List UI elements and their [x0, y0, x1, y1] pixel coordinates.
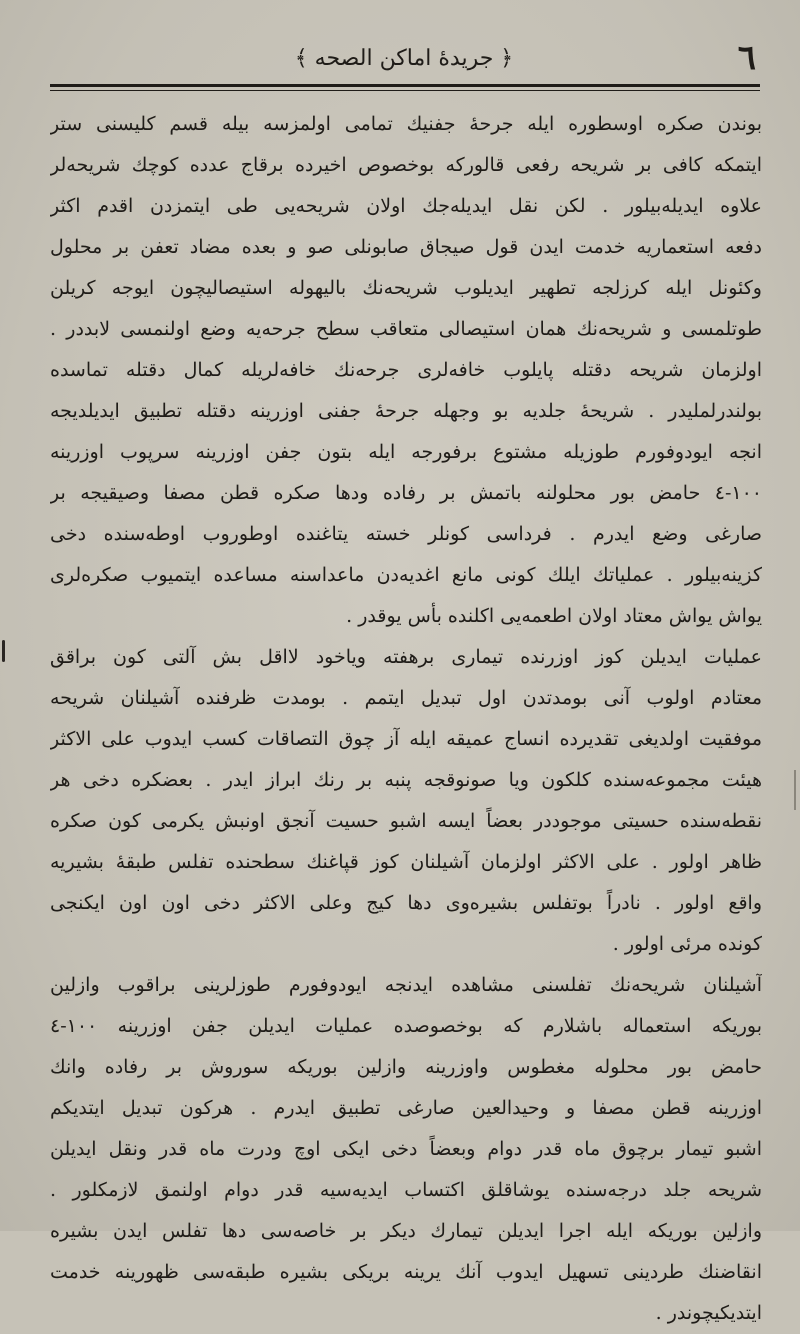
text-line: اولزمان شريحه دقتله پايلوب خافه‌لرى جرحه‌نك خافه‌لريله كمال دقتله تماسده [50, 359, 762, 381]
running-title: ﴿ جريدهٔ اماكن الصحه ﴾ [294, 46, 514, 71]
text-line: دفعه استعماريه خدمت ايدن قول صيجاق صابونلى صو و بعده مضاد تعفن بر محلول [50, 236, 762, 258]
text-line: هيئت مجموعه‌سنده كلكون ويا صونوقجه پنبه بر رنك ابراز ايدر . بعضكره دخى هر [50, 769, 762, 791]
text-line: كونده مرئى اولور . [612, 933, 762, 955]
text-line: بوريكه استعماله باشلارم كه بوخصوصده عمليات ايديلن جفن اوزرينه ١٠٠-٤ [50, 1015, 762, 1037]
text-line: موفقيت اولديغى تقديرده انساج عميقه ايله آز چوق التصاقات كسب ايدوب على الاكثر [50, 728, 762, 750]
text-line: انقاضنك طردينى تسهيل ايدوب آنك يرينه بريكى بشيره طبقه‌سى ظهورينه خدمت [50, 1261, 762, 1283]
text-line: ايتمكه كافى بر شريحه رفعى قالوركه بوخصوص اخيرده برقاج عدده كوچك شريحه‌لر [50, 154, 762, 176]
text-line: بولندرلمليدر . شريحهٔ جلديه بو وجهله جرحهٔ جفنى اوزرينه دقتله تطبيق ايديلديجه [50, 400, 762, 422]
text-line: انجه ايودوفورم طوزيله مشتوع برفورجه ايله بتون جفن اوزرينه سرپوب اوزرينه [50, 441, 762, 463]
margin-fold-mark [794, 770, 796, 810]
text-line: صارغى وضع ايدرم . فرداسى كونلر خسته يتاغنده اوطوروب اوطه‌سنده دخى [50, 523, 762, 545]
text-line: وكئونل ايله كرزلجه تطهير ايديلوب شريحه‌نك باليهوله استيصاليچون ايوجه كريلن [50, 277, 762, 299]
body-text [50, 104, 762, 1334]
paragraph [50, 637, 762, 965]
text-line: واقع اولور . نادراً بوتفلس بشيره‌وى دها كيج وعلى الاكثر دخى اون اون ايكنجى [50, 892, 762, 914]
text-line: يواش يواش معتاد اولان اطعمه‌يى اكلنده بأس يوقدر . [346, 605, 762, 627]
text-line: اوزرينه قطن مصفا و وحيدالعين صارغى تطبيق ايدرم . هركون تبديل ايتديكم [50, 1097, 762, 1119]
text-line: ١٠٠-٤ حامض بور محلولنه باتمش بر رفاده ودها صكره قطن مصفا وصيقيجه بر [50, 482, 762, 504]
text-line: حامض بور محلوله مغطوس واوزرينه وازلين بوريكه سوروش بر رفاده وانك [50, 1056, 762, 1078]
paragraph [50, 104, 762, 637]
text-line: آشيلنان شريحه‌نك تفلسنى مشاهده ايدنجه ايودوفورم طوزلرينى براقوب وازلين [50, 974, 762, 996]
margin-ink-mark [2, 640, 5, 662]
text-line: نقطه‌سنده حسيتى موجوددر بعضاً ايسه اشبو حسيت آنجق اونبش يكرمى كون صكره [50, 810, 762, 832]
text-line: علاوه ايديله‌بيلور . لكن نقل ايديله‌جك اولان شريحه‌يى طى ايتمزدن اقدم اكثر [50, 195, 762, 217]
text-line: وازلين بوريكه ايله اجرا ايديلن تيمارك ديكر بر خاصه‌سى دها تفلس ايدن بشيره [50, 1220, 762, 1242]
text-line: كزينه‌بيلور . عملياتك ايلك كونى مانع اغديه‌دن ماعداسنه مساعده ايتميوب صكره‌لرى [50, 564, 762, 586]
text-line: اشبو تيمار برچوق ماه قدر دوام وبعضاً دخى ايكى اوچ ودرت ماه قدر ونقل ايديلن [50, 1138, 762, 1160]
text-line: معتادم اولوب آنى بومدتدن اول تبديل ايتمم . بومدت ظرفنده آشيلنان شريحه [50, 687, 762, 709]
text-line: طوتلمسى و شريحه‌نك همان استيصالى متعاقب سطح جرحه‌يه وضع اولنمسى لابددر . [50, 318, 762, 340]
paragraph [50, 965, 762, 1334]
page-number: ٦ [737, 38, 756, 78]
header-rule-thick [50, 84, 760, 87]
text-line: شريحه جلد درجه‌سنده يوشاقلق اكتساب ايديه‌سيه قدر دوام اولنمق لازمكلور . [50, 1179, 762, 1201]
header-rule-thin [50, 90, 760, 91]
text-line: ظاهر اولور . على الاكثر اولزمان آشيلنان كوز قپاغنك سطحنده تفلس طبقهٔ بشيريه [50, 851, 762, 873]
text-line: ايتديكيچوندر . [655, 1302, 762, 1324]
text-line: بوندن صكره اوسطوره ايله جرحهٔ جفنيك تمامى اولمزسه بيله قسم كليسنى ستر [50, 113, 762, 135]
text-line: عمليات ايديلن كوز اوزرنده تيمارى برهفته وياخود لااقل بش آلتى كون براقق [50, 646, 762, 668]
